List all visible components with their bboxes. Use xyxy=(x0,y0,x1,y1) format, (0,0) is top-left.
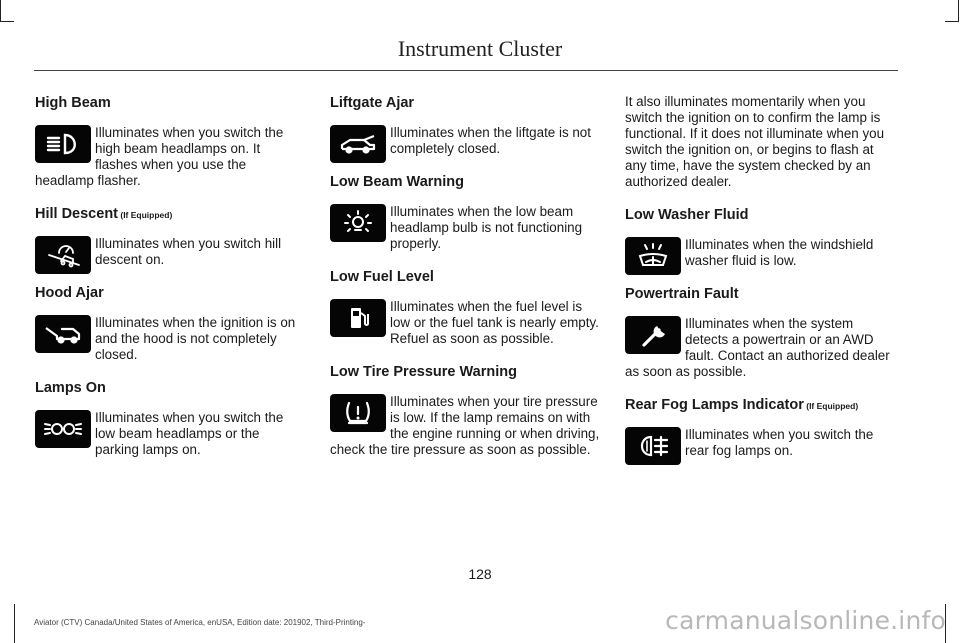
low-beam-warning-icon xyxy=(330,204,386,242)
column-1 xyxy=(35,94,305,474)
entry-hill-descent xyxy=(35,205,305,268)
entry-text: Illuminates when you switch hill descent on. xyxy=(95,236,282,267)
entry-text: Illuminates when the fuel level is low or the fuel tank is nearly empty. Refuel as soon as possible. xyxy=(390,299,599,346)
entry-text: Illuminates when the liftgate is not completely closed. xyxy=(390,125,591,156)
entry-text: Illuminates when you switch the low beam headlamps or the parking lamps on. xyxy=(95,410,284,457)
entry-text: Illuminates when you switch the rear fog lamps on. xyxy=(685,427,874,458)
entry-text: Illuminates when the low beam headlamp bulb is not functioning properly. xyxy=(390,204,583,251)
entry-note: (If Equipped) xyxy=(118,210,173,220)
entry-title: Lamps On xyxy=(35,380,106,396)
entry-title: Liftgate Ajar xyxy=(330,95,415,111)
entry-low-tire-pressure xyxy=(330,363,600,458)
lamps-on-icon xyxy=(35,410,91,448)
entry-lamps-on xyxy=(35,379,305,458)
entry-text: Illuminates when your tire pressure is low. If the lamp remains on with the engine running or when driving, check the tire pressure as soon as possible. xyxy=(330,394,600,457)
watermark: carmanualsonline.info xyxy=(665,606,946,635)
liftgate-ajar-icon xyxy=(330,125,386,163)
crop-mark xyxy=(945,21,959,22)
tire-pressure-icon xyxy=(330,394,386,432)
entry-powertrain-fault xyxy=(625,285,895,380)
crop-mark xyxy=(0,21,14,22)
crop-mark xyxy=(0,0,1,22)
entry-low-fuel-level xyxy=(330,268,600,347)
entry-title: Low Washer Fluid xyxy=(625,207,749,223)
hood-ajar-icon xyxy=(35,315,91,353)
wrench-icon xyxy=(625,316,681,354)
entry-title: Hood Ajar xyxy=(35,285,104,301)
crop-mark xyxy=(14,604,15,643)
intro-paragraph: It also illuminates momentarily when you switch the ignition on to confirm the lamp is functional. If it does not illuminate when you switch the ignition on, or begins to flash at any time, have the system checked by an authorized dealer. xyxy=(625,94,885,189)
entry-rear-fog-lamps xyxy=(625,396,895,459)
hill-descent-icon xyxy=(35,236,91,274)
column-2 xyxy=(330,94,600,474)
footer-edition-text: Aviator (CTV) Canada/United States of America, enUSA, Edition date: 201902, Third-Printing- xyxy=(34,618,366,627)
high-beam-icon xyxy=(35,125,91,163)
entry-title: Powertrain Fault xyxy=(625,286,739,302)
entry-text: Illuminates when the system detects a powertrain or an AWD fault. Contact an authorized dealer as soon as possible. xyxy=(625,316,890,379)
fuel-pump-icon xyxy=(330,299,386,337)
entry-title: High Beam xyxy=(35,95,111,111)
entry-text: Illuminates when the ignition is on and the hood is not completely closed. xyxy=(95,315,296,362)
entry-high-beam xyxy=(35,94,305,189)
entry-title: Low Fuel Level xyxy=(330,269,434,285)
page-number: 128 xyxy=(468,566,492,582)
crop-mark xyxy=(958,0,959,22)
entry-low-beam-warning xyxy=(330,173,600,252)
entry-text: Illuminates when the windshield washer fluid is low. xyxy=(685,237,874,268)
entry-title: Low Tire Pressure Warning xyxy=(330,364,517,380)
entry-title: Rear Fog Lamps Indicator xyxy=(625,397,804,413)
page-header-title: Instrument Cluster xyxy=(397,36,563,61)
entry-liftgate-ajar xyxy=(330,94,600,157)
washer-fluid-icon xyxy=(625,237,681,275)
header-divider xyxy=(34,70,898,71)
entry-title: Hill Descent xyxy=(35,206,118,222)
entry-low-washer-fluid xyxy=(625,206,895,269)
entry-hood-ajar xyxy=(35,284,305,363)
entry-note: (If Equipped) xyxy=(803,401,859,411)
rear-fog-lamp-icon xyxy=(625,427,681,465)
entry-text: Illuminates when you switch the high beam headlamps on. It flashes when you use the headlamp flasher. xyxy=(35,125,284,188)
entry-title: Low Beam Warning xyxy=(330,174,464,190)
column-3 xyxy=(625,94,895,475)
